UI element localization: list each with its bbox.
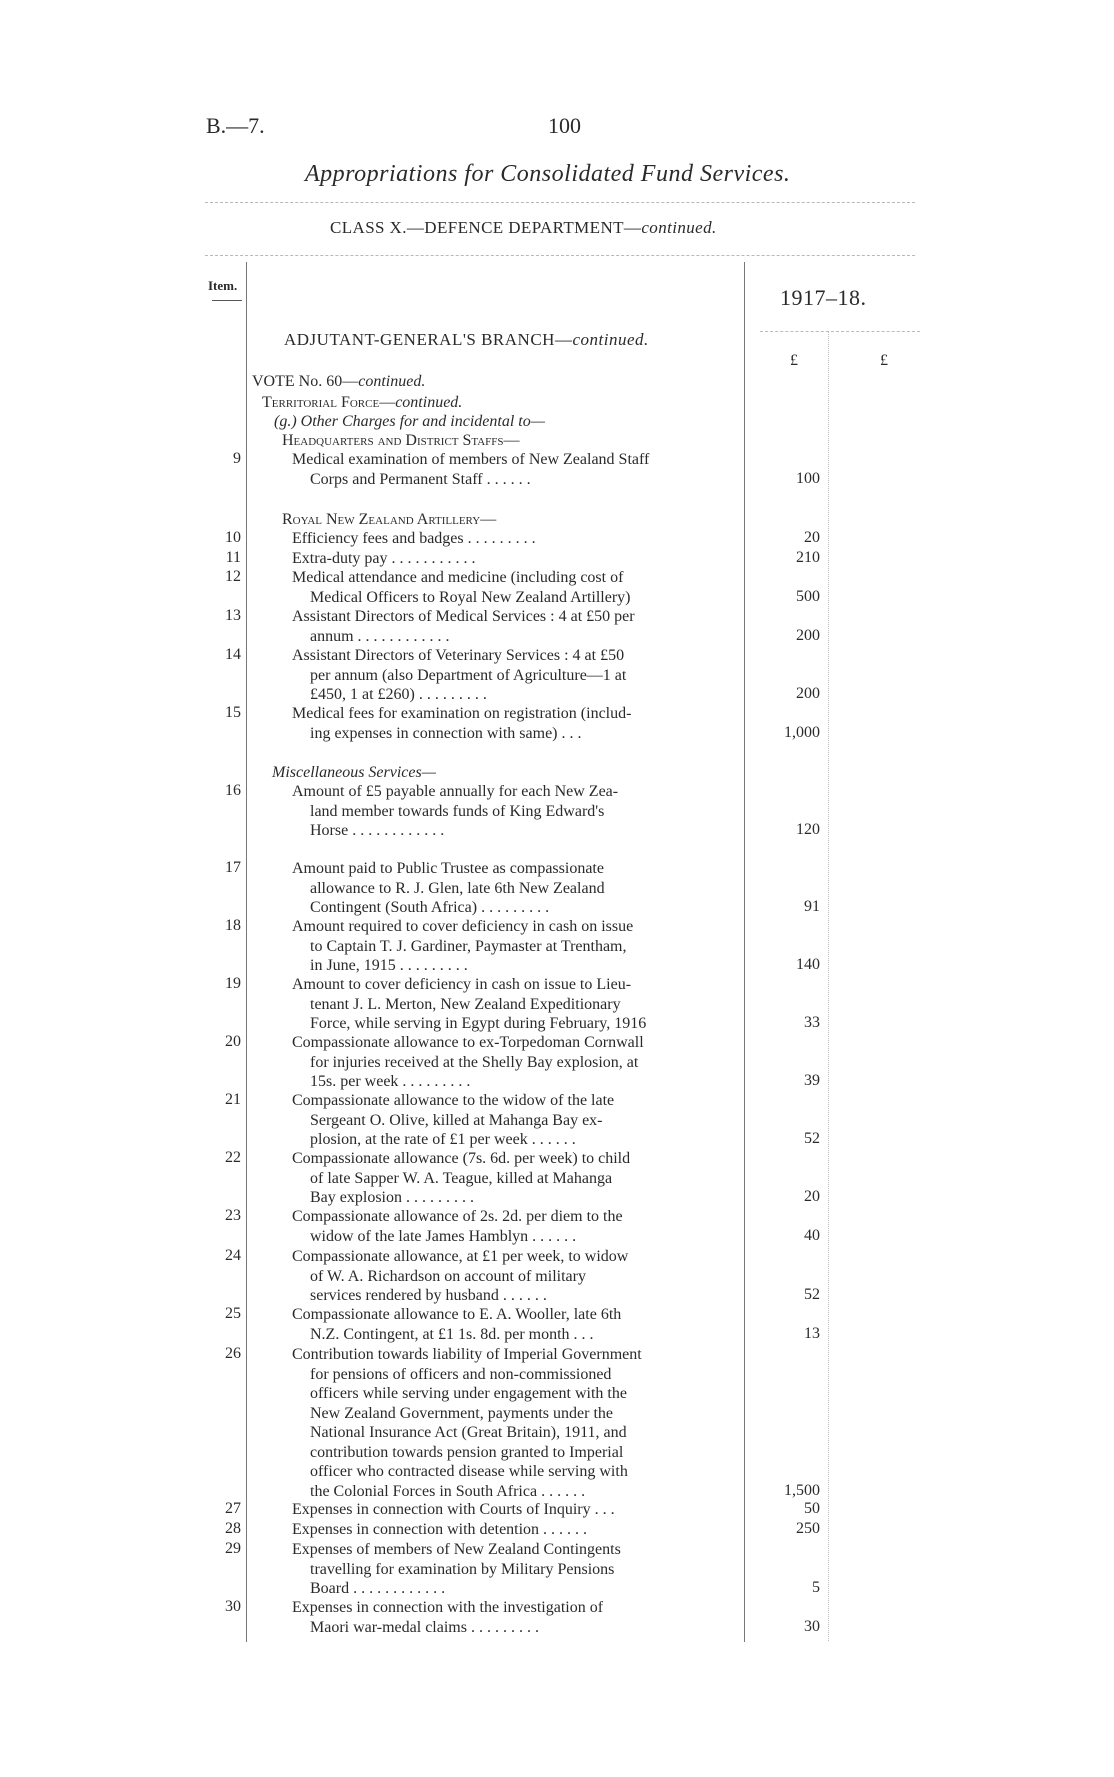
item-description-line: Medical attendance and medicine (including cost of: [292, 569, 624, 586]
item-number: 15: [225, 704, 241, 721]
item-description-line: Contribution towards liability of Imperial Government: [292, 1346, 642, 1363]
currency-heading-2: £: [880, 352, 888, 369]
item-description-line: tenant J. L. Merton, New Zealand Expeditionary: [310, 995, 621, 1013]
item-description-line: per annum (also Department of Agriculture—1 at: [310, 666, 627, 684]
item-description-line: annum . . . . . . . . . . . .: [310, 627, 450, 645]
item-description-line: officer who contracted disease while serving with: [310, 1463, 628, 1480]
item-number: 14: [225, 646, 241, 663]
item-description-line: Compassionate allowance to ex-Torpedoman Cornwall: [292, 1034, 644, 1051]
item-description-line: contribution towards pension granted to Imperial: [310, 1443, 624, 1461]
item-description-line: in June, 1915 . . . . . . . . .: [310, 957, 468, 974]
artillery-heading: Royal New Zealand Artillery—: [282, 511, 497, 528]
item-number: 28: [225, 1520, 241, 1537]
document-code: B.—7.: [206, 113, 265, 138]
item-number: 23: [225, 1207, 241, 1224]
item-description-line: officers while serving under engagement with the: [310, 1385, 627, 1402]
item-number: 25: [225, 1305, 241, 1322]
item-description-line: Amount to cover deficiency in cash on issue to Lieu-: [292, 976, 632, 993]
item-column-rule: [246, 262, 247, 1642]
item-number: 9: [233, 450, 241, 467]
item-amount: 39: [804, 1072, 820, 1089]
item-description-line: National Insurance Act (Great Britain), 1911, and: [310, 1424, 627, 1441]
territorial-heading-continued: continued.: [395, 394, 463, 411]
item-number: 22: [225, 1149, 241, 1166]
item-description-line: Compassionate allowance of 2s. 2d. per diem to the: [292, 1208, 623, 1225]
item-description-line: Compassionate allowance to the widow of the late: [292, 1092, 615, 1109]
item-description-line: of W. A. Richardson on account of military: [310, 1267, 586, 1285]
item-description-line: Extra-duty pay . . . . . . . . . . .: [292, 550, 476, 567]
item-description-line: Maori war-medal claims . . . . . . . . .: [310, 1618, 539, 1636]
item-number: 12: [225, 568, 241, 585]
item-description-line: 15s. per week . . . . . . . . .: [310, 1073, 471, 1090]
item-description-line: for pensions of officers and non-commissioned: [310, 1365, 612, 1383]
item-number: 16: [225, 782, 241, 799]
item-description-line: Expenses in connection with detention . . . . . .: [292, 1521, 588, 1538]
misc-heading: Miscellaneous Services—: [272, 764, 436, 781]
item-amount: 120: [796, 821, 820, 838]
item-description-line: allowance to R. J. Glen, late 6th New Zealand: [310, 879, 605, 897]
item-amount: 30: [804, 1617, 820, 1635]
vote-heading-continued: continued.: [358, 373, 426, 390]
item-description-line: Amount paid to Public Trustee as compassionate: [292, 860, 604, 877]
hq-staffs-heading: Headquarters and District Staffs—: [282, 432, 520, 449]
item-amount: 5: [812, 1579, 820, 1596]
item-number: 30: [225, 1598, 241, 1615]
item-description-line: £450, 1 at £260) . . . . . . . . .: [310, 686, 487, 703]
item-amount: 33: [804, 1014, 820, 1031]
item-number: 21: [225, 1091, 241, 1108]
item-description-line: Assistant Directors of Veterinary Services : 4 at £50: [292, 647, 625, 664]
item-description-line: N.Z. Contingent, at £1 1s. 8d. per month . . .: [310, 1325, 594, 1343]
class-heading-continued: continued.: [641, 218, 717, 237]
item-amount: 50: [804, 1500, 820, 1517]
item-amount: 40: [804, 1226, 820, 1244]
item-number: 19: [225, 975, 241, 992]
item-description-line: Contingent (South Africa) . . . . . . . . .: [310, 899, 550, 916]
item-description-line: Horse . . . . . . . . . . . .: [310, 822, 445, 839]
item-number: 13: [225, 607, 241, 624]
amount-subcolumn-rule: [828, 331, 829, 1641]
item-amount: 100: [796, 469, 820, 487]
page-title: Appropriations for Consolidated Fund Services.: [305, 161, 791, 187]
item-description-line: services rendered by husband . . . . . .: [310, 1287, 547, 1304]
item-amount: 52: [804, 1286, 820, 1303]
item-description-line: Compassionate allowance to E. A. Wooller, late 6th: [292, 1306, 622, 1323]
item-description-line: of late Sapper W. A. Teague, killed at Mahanga: [310, 1169, 613, 1187]
page-number: 100: [548, 113, 581, 138]
item-amount: 500: [796, 587, 820, 605]
item-heading-underline: [212, 300, 242, 301]
item-number: 20: [225, 1033, 241, 1050]
class-heading: [330, 218, 717, 238]
vote-heading: [252, 373, 425, 391]
item-number: 10: [225, 529, 241, 546]
territorial-heading: [262, 393, 462, 412]
item-description-line: Medical examination of members of New Zealand Staff: [292, 451, 650, 468]
item-description-line: travelling for examination by Military Pensions: [310, 1560, 615, 1578]
item-description-line: Medical Officers to Royal New Zealand Artillery): [310, 588, 631, 606]
year-heading: 1917–18.: [780, 285, 867, 310]
item-description-line: the Colonial Forces in South Africa . . . . . .: [310, 1482, 586, 1500]
item-description-line: Compassionate allowance, at £1 per week, to widow: [292, 1248, 629, 1265]
item-amount: 250: [796, 1520, 820, 1537]
item-amount: 20: [804, 529, 820, 546]
item-number: 24: [225, 1247, 241, 1264]
item-amount: 200: [796, 626, 820, 644]
item-number: 11: [225, 549, 241, 566]
item-description-line: Compassionate allowance (7s. 6d. per week) to child: [292, 1150, 631, 1167]
item-amount: 200: [796, 685, 820, 702]
item-amount: 91: [804, 898, 820, 915]
item-description-line: widow of the late James Hamblyn . . . . . .: [310, 1227, 577, 1245]
item-amount: 210: [796, 549, 820, 566]
item-amount: 52: [804, 1130, 820, 1147]
item-number: 26: [225, 1345, 241, 1362]
item-description-line: ing expenses in connection with same) . . .: [310, 724, 582, 742]
item-description-line: Amount of £5 payable annually for each New Zea-: [292, 783, 619, 800]
other-charges-heading: (g.) Other Charges for and incidental to—: [274, 413, 545, 430]
item-number: 17: [225, 859, 241, 876]
item-amount: 20: [804, 1188, 820, 1205]
item-description-line: Efficiency fees and badges . . . . . . . . .: [292, 530, 536, 547]
item-description-line: to Captain T. J. Gardiner, Paymaster at Trentham,: [310, 937, 627, 955]
item-description-line: Board . . . . . . . . . . . .: [310, 1580, 446, 1597]
item-description-line: Expenses in connection with the investigation of: [292, 1599, 604, 1616]
class-rule: [205, 255, 915, 256]
item-number: 29: [225, 1540, 241, 1557]
branch-heading: [284, 330, 649, 350]
item-description-line: for injuries received at the Shelly Bay explosion, at: [310, 1053, 639, 1071]
item-description-line: Amount required to cover deficiency in cash on issue: [292, 918, 634, 935]
item-column-heading: Item.: [208, 278, 238, 293]
territorial-heading-main: Territorial Force—: [262, 394, 396, 411]
item-amount: 1,000: [784, 723, 820, 741]
item-description-line: Force, while serving in Egypt during February, 1916: [310, 1015, 647, 1032]
item-amount: 13: [804, 1324, 820, 1342]
branch-heading-continued: continued.: [572, 330, 649, 349]
branch-heading-main: ADJUTANT-GENERAL'S BRANCH—: [284, 330, 573, 349]
year-rule: [760, 331, 920, 332]
item-amount: 1,500: [784, 1481, 820, 1499]
item-description-line: Expenses in connection with Courts of Inquiry . . .: [292, 1501, 615, 1518]
item-description-line: Medical fees for examination on registration (includ-: [292, 705, 632, 722]
item-description-line: Corps and Permanent Staff . . . . . .: [310, 470, 531, 488]
item-description-line: Sergeant O. Olive, killed at Mahanga Bay ex-: [310, 1111, 603, 1129]
header-rule: [205, 202, 915, 203]
item-description-line: land member towards funds of King Edward's: [310, 802, 605, 820]
vote-heading-main: VOTE No. 60—: [252, 373, 359, 390]
item-description-line: Bay explosion . . . . . . . . .: [310, 1189, 474, 1206]
item-description-line: New Zealand Government, payments under the: [310, 1404, 614, 1422]
item-description-line: plosion, at the rate of £1 per week . . . . . .: [310, 1131, 576, 1148]
item-number: 18: [225, 917, 241, 934]
item-description-line: Expenses of members of New Zealand Contingents: [292, 1541, 621, 1558]
currency-heading-1: £: [790, 352, 798, 369]
item-amount: 140: [796, 956, 820, 973]
class-heading-main: CLASS X.—DEFENCE DEPARTMENT—: [330, 218, 642, 237]
item-number: 27: [225, 1500, 241, 1517]
item-description-line: Assistant Directors of Medical Services : 4 at £50 per: [292, 608, 635, 625]
